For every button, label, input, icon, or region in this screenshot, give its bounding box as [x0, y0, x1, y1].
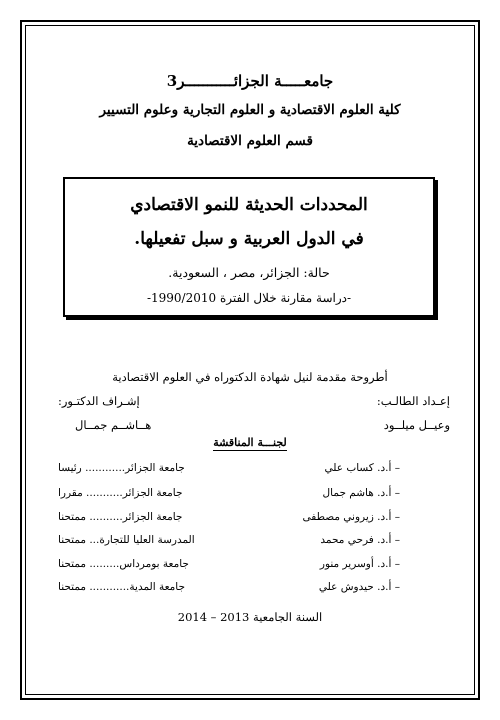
jury-title: لجنـــة المناقشة: [213, 436, 287, 449]
thesis-study-line: -دراسة مقارنة خلال الفترة 1990/2010-: [146, 291, 352, 305]
thesis-title-line1: المحددات الحديثة للنمو الاقتصادي: [130, 195, 368, 215]
student-label: إعـداد الطالـب:: [376, 394, 450, 408]
page-border-inner: [25, 25, 475, 695]
jury-member-role: جامعة الجزائر............ رئيسا: [58, 462, 185, 474]
thesis-case-line: حالة: الجزائر، مصر ، السعودية.: [168, 265, 330, 280]
jury-member-role: جامعة الجزائر.......... ممتحنا: [58, 511, 183, 523]
jury-member-name: – أ.د. أوسرير منور: [319, 558, 400, 570]
thesis-statement: أطروحة مقدمة لنيل شهادة الدكتوراه في العلوم الاقتصادية: [112, 370, 388, 384]
student-name: وعيــل ميلــود: [383, 418, 450, 432]
jury-member-role: جامعة الجزائر........... مقررا: [58, 487, 183, 499]
supervisor-name: هــاشــم جمــال: [75, 418, 152, 432]
jury-member-role: المدرسة العليا للتجارة... ممتحنا: [58, 534, 195, 546]
department-name: قسم العلوم الاقتصادية: [187, 133, 313, 149]
academic-year: السنة الجامعية 2013 – 2014: [177, 610, 323, 624]
jury-member-name: – أ.د. زيروني مصطفى: [302, 511, 400, 523]
university-name: جامعـــــة الجزائـــــــــــر3: [166, 72, 334, 90]
jury-member-name: – أ.د. حيدوش علي: [318, 581, 400, 593]
faculty-name: كلية العلوم الاقتصادية و العلوم التجارية وعلوم التسيير: [99, 102, 401, 118]
jury-member-name: – أ.د. كساب علي: [324, 462, 400, 474]
jury-member-role: جامعة المدية............ ممتحنا: [58, 581, 185, 593]
jury-member-role: جامعة بومرداس......... ممتحنا: [58, 558, 189, 570]
jury-member-name: – أ.د. فرحي محمد: [320, 534, 400, 546]
jury-member-name: – أ.د. هاشم جمال: [322, 487, 400, 499]
thesis-title-line2: في الدول العربية و سبل تفعيلها.: [134, 229, 364, 249]
thesis-title-box: [63, 177, 435, 317]
supervisor-label: إشـراف الدكتـور:: [58, 394, 140, 408]
